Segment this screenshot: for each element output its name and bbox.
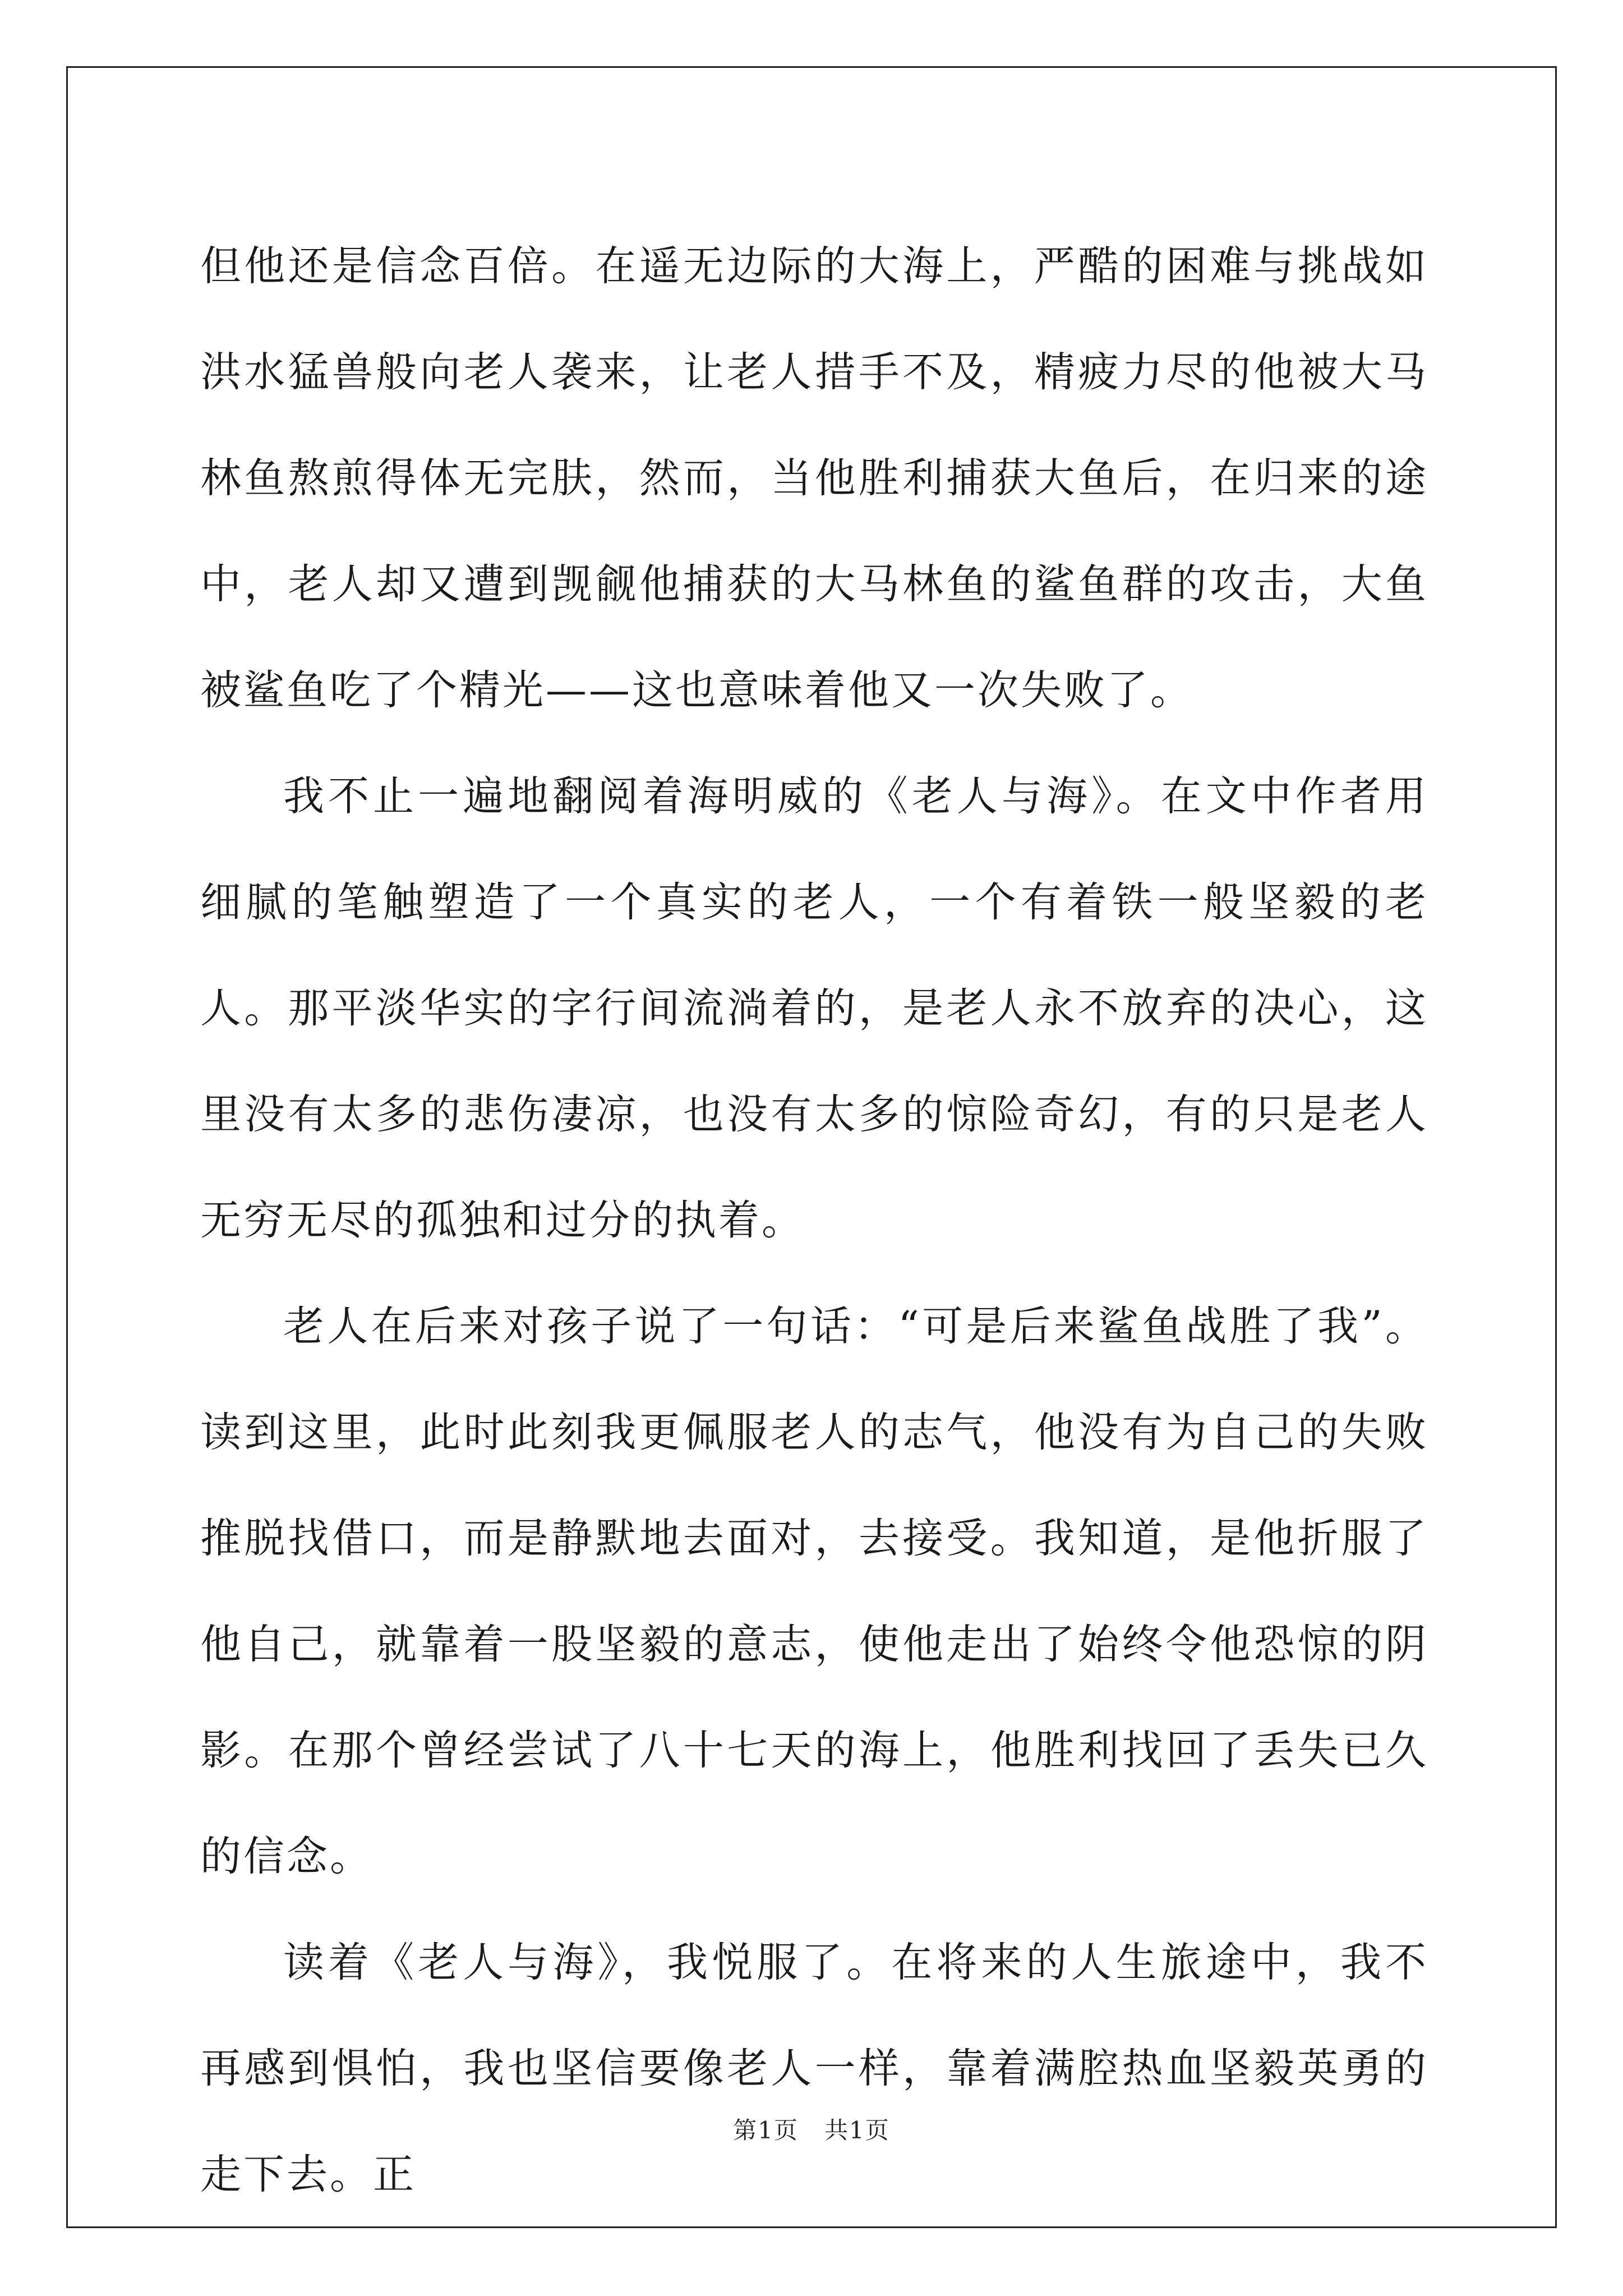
paragraph: 但他还是信念百倍。在遥无边际的大海上，严酷的困难与挑战如洪水猛兽般向老人袭来，让老人措手不及，精疲力尽的他被大马林鱼熬煎得体无完肤，然而，当他胜利捕获大鱼后，在归来的途中，老人却又遭到觊觎他捕获的大马林鱼的鲨鱼群的攻击，大鱼被鲨鱼吃了个精光——这也意味着他又一次失败了。 <box>200 242 1428 714</box>
page-number: 第1页 <box>733 2116 799 2144</box>
page-footer <box>0 2112 1623 2146</box>
paragraph: 读着《老人与海》，我悦服了。在将来的人生旅途中，我不再感到惧怕，我也坚信要像老人一样，靠着满腔热血坚毅英勇的走下去。正 <box>200 1939 1428 2198</box>
paragraph: 老人在后来对孩子说了一句话：“可是后来鲨鱼战胜了我”。读到这里，此时此刻我更佩服老人的志气，他没有为自己的失败推脱找借口，而是静默地去面对，去接受。我知道，是他折服了他自己，就靠着一股坚毅的意志，使他走出了始终令他恐惊的阴影。在那个曾经尝试了八十七天的海上，他胜利找回了丢失已久的信念。 <box>200 1303 1428 1880</box>
document-body <box>200 213 1428 2228</box>
page-total: 共1页 <box>824 2116 890 2144</box>
paragraph: 我不止一遍地翻阅着海明威的《老人与海》。在文中作者用细腻的笔触塑造了一个真实的老人，一个有着铁一般坚毅的老人。那平淡华实的字行间流淌着的，是老人永不放弃的决心，这里没有太多的悲伤凄凉，也没有太多的惊险奇幻，有的只是老人无穷无尽的孤独和过分的执着。 <box>200 772 1428 1244</box>
